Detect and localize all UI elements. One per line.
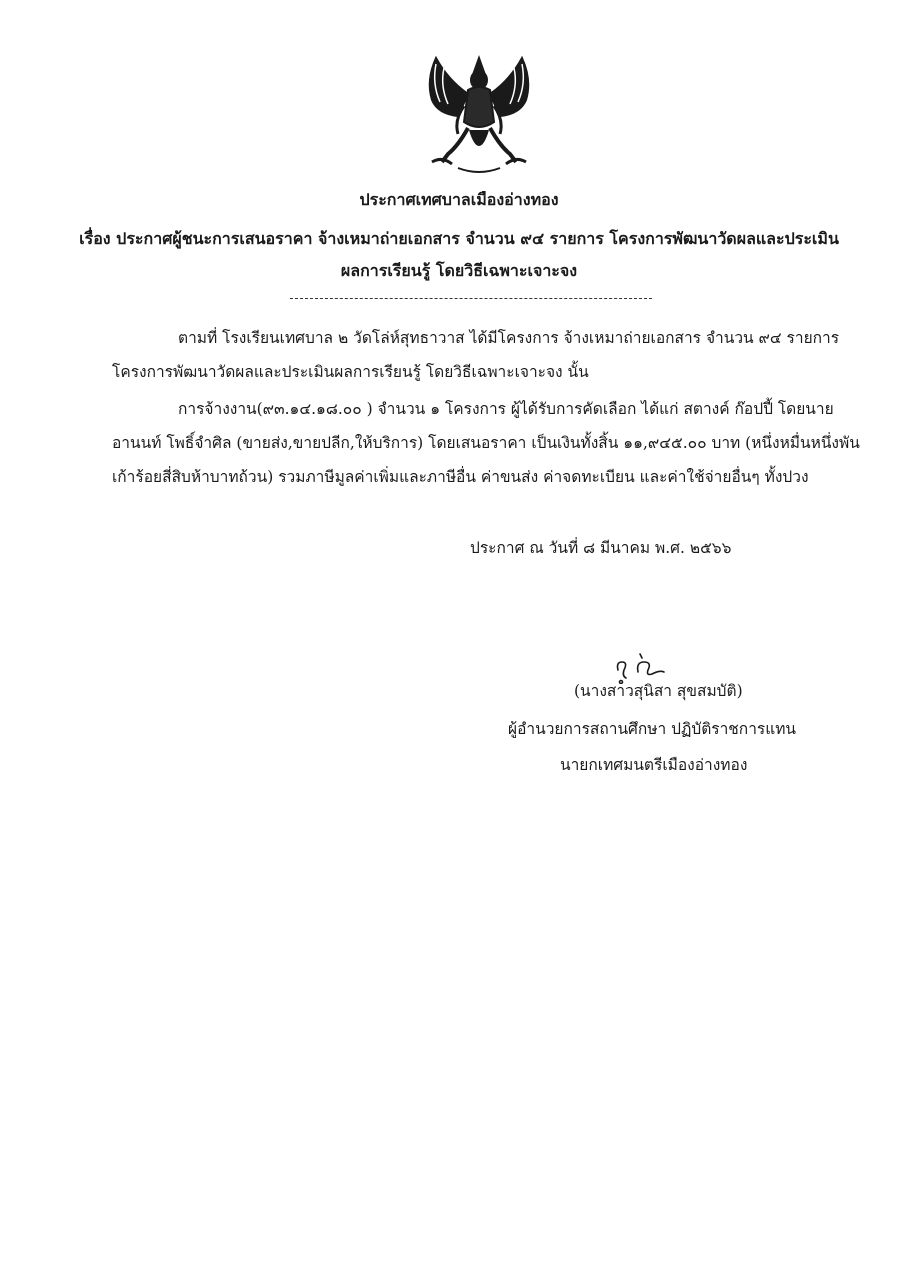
signer-position-line-2: นายกเทศมนตรีเมืองอ่างทอง — [560, 756, 748, 774]
signer-position-line-1: ผู้อำนวยการสถานศึกษา ปฏิบัติราชการแทน — [508, 720, 797, 738]
paragraph-2-line-2: อานนท์ โพธิ์จำศิล (ขายส่ง,ขายปลีก,ให้บริการ) โดยเสนอราคา เป็นเงินทั้งสิ้น ๑๑,๙๔๕.๐๐ บาท (หนึ่งหมื่นหนึ่งพัน — [112, 434, 860, 452]
paragraph-1-line-1: ตามที่ โรงเรียนเทศบาล ๒ วัดโล่ห์สุทธาวาส ได้มีโครงการ จ้างเหมาถ่ายเอกสาร จำนวน ๙๔ รายการ — [178, 329, 840, 347]
subject-line-1: เรื่อง ประกาศผู้ชนะการเสนอราคา จ้างเหมาถ่ายเอกสาร จำนวน ๙๔ รายการ โครงการพัฒนาวัดผลและประเมิน — [79, 229, 839, 248]
announcement-date: ประกาศ ณ วันที่ ๘ มีนาคม พ.ศ. ๒๕๖๖ — [470, 539, 732, 557]
paragraph-1-line-2: โครงการพัฒนาวัดผลและประเมินผลการเรียนรู้ โดยวิธีเฉพาะเจาะจง นั้น — [112, 363, 589, 381]
divider — [290, 298, 652, 299]
announcement-title: ประกาศเทศบาลเมืองอ่างทอง — [359, 190, 559, 209]
signer-name: (นางสาวสุนิสา สุขสมบัติ) — [574, 682, 743, 700]
paragraph-2-line-3: เก้าร้อยสี่สิบห้าบาทถ้วน) รวมภาษีมูลค่าเพิ่มและภาษีอื่น ค่าขนส่ง ค่าจดทะเบียน และค่าใช้จ่ายอื่นๆ ทั้งปวง — [112, 468, 809, 486]
paragraph-2-line-1: การจ้างงาน(๙๓.๑๔.๑๘.๐๐ ) จำนวน ๑ โครงการ ผู้ได้รับการคัดเลือก ได้แก่ สตางค์ ก๊อปปี้ โดยนาย — [178, 400, 834, 418]
subject-line-2: ผลการเรียนรู้ โดยวิธีเฉพาะเจาะจง — [340, 261, 578, 280]
garuda-emblem-icon — [418, 50, 540, 180]
